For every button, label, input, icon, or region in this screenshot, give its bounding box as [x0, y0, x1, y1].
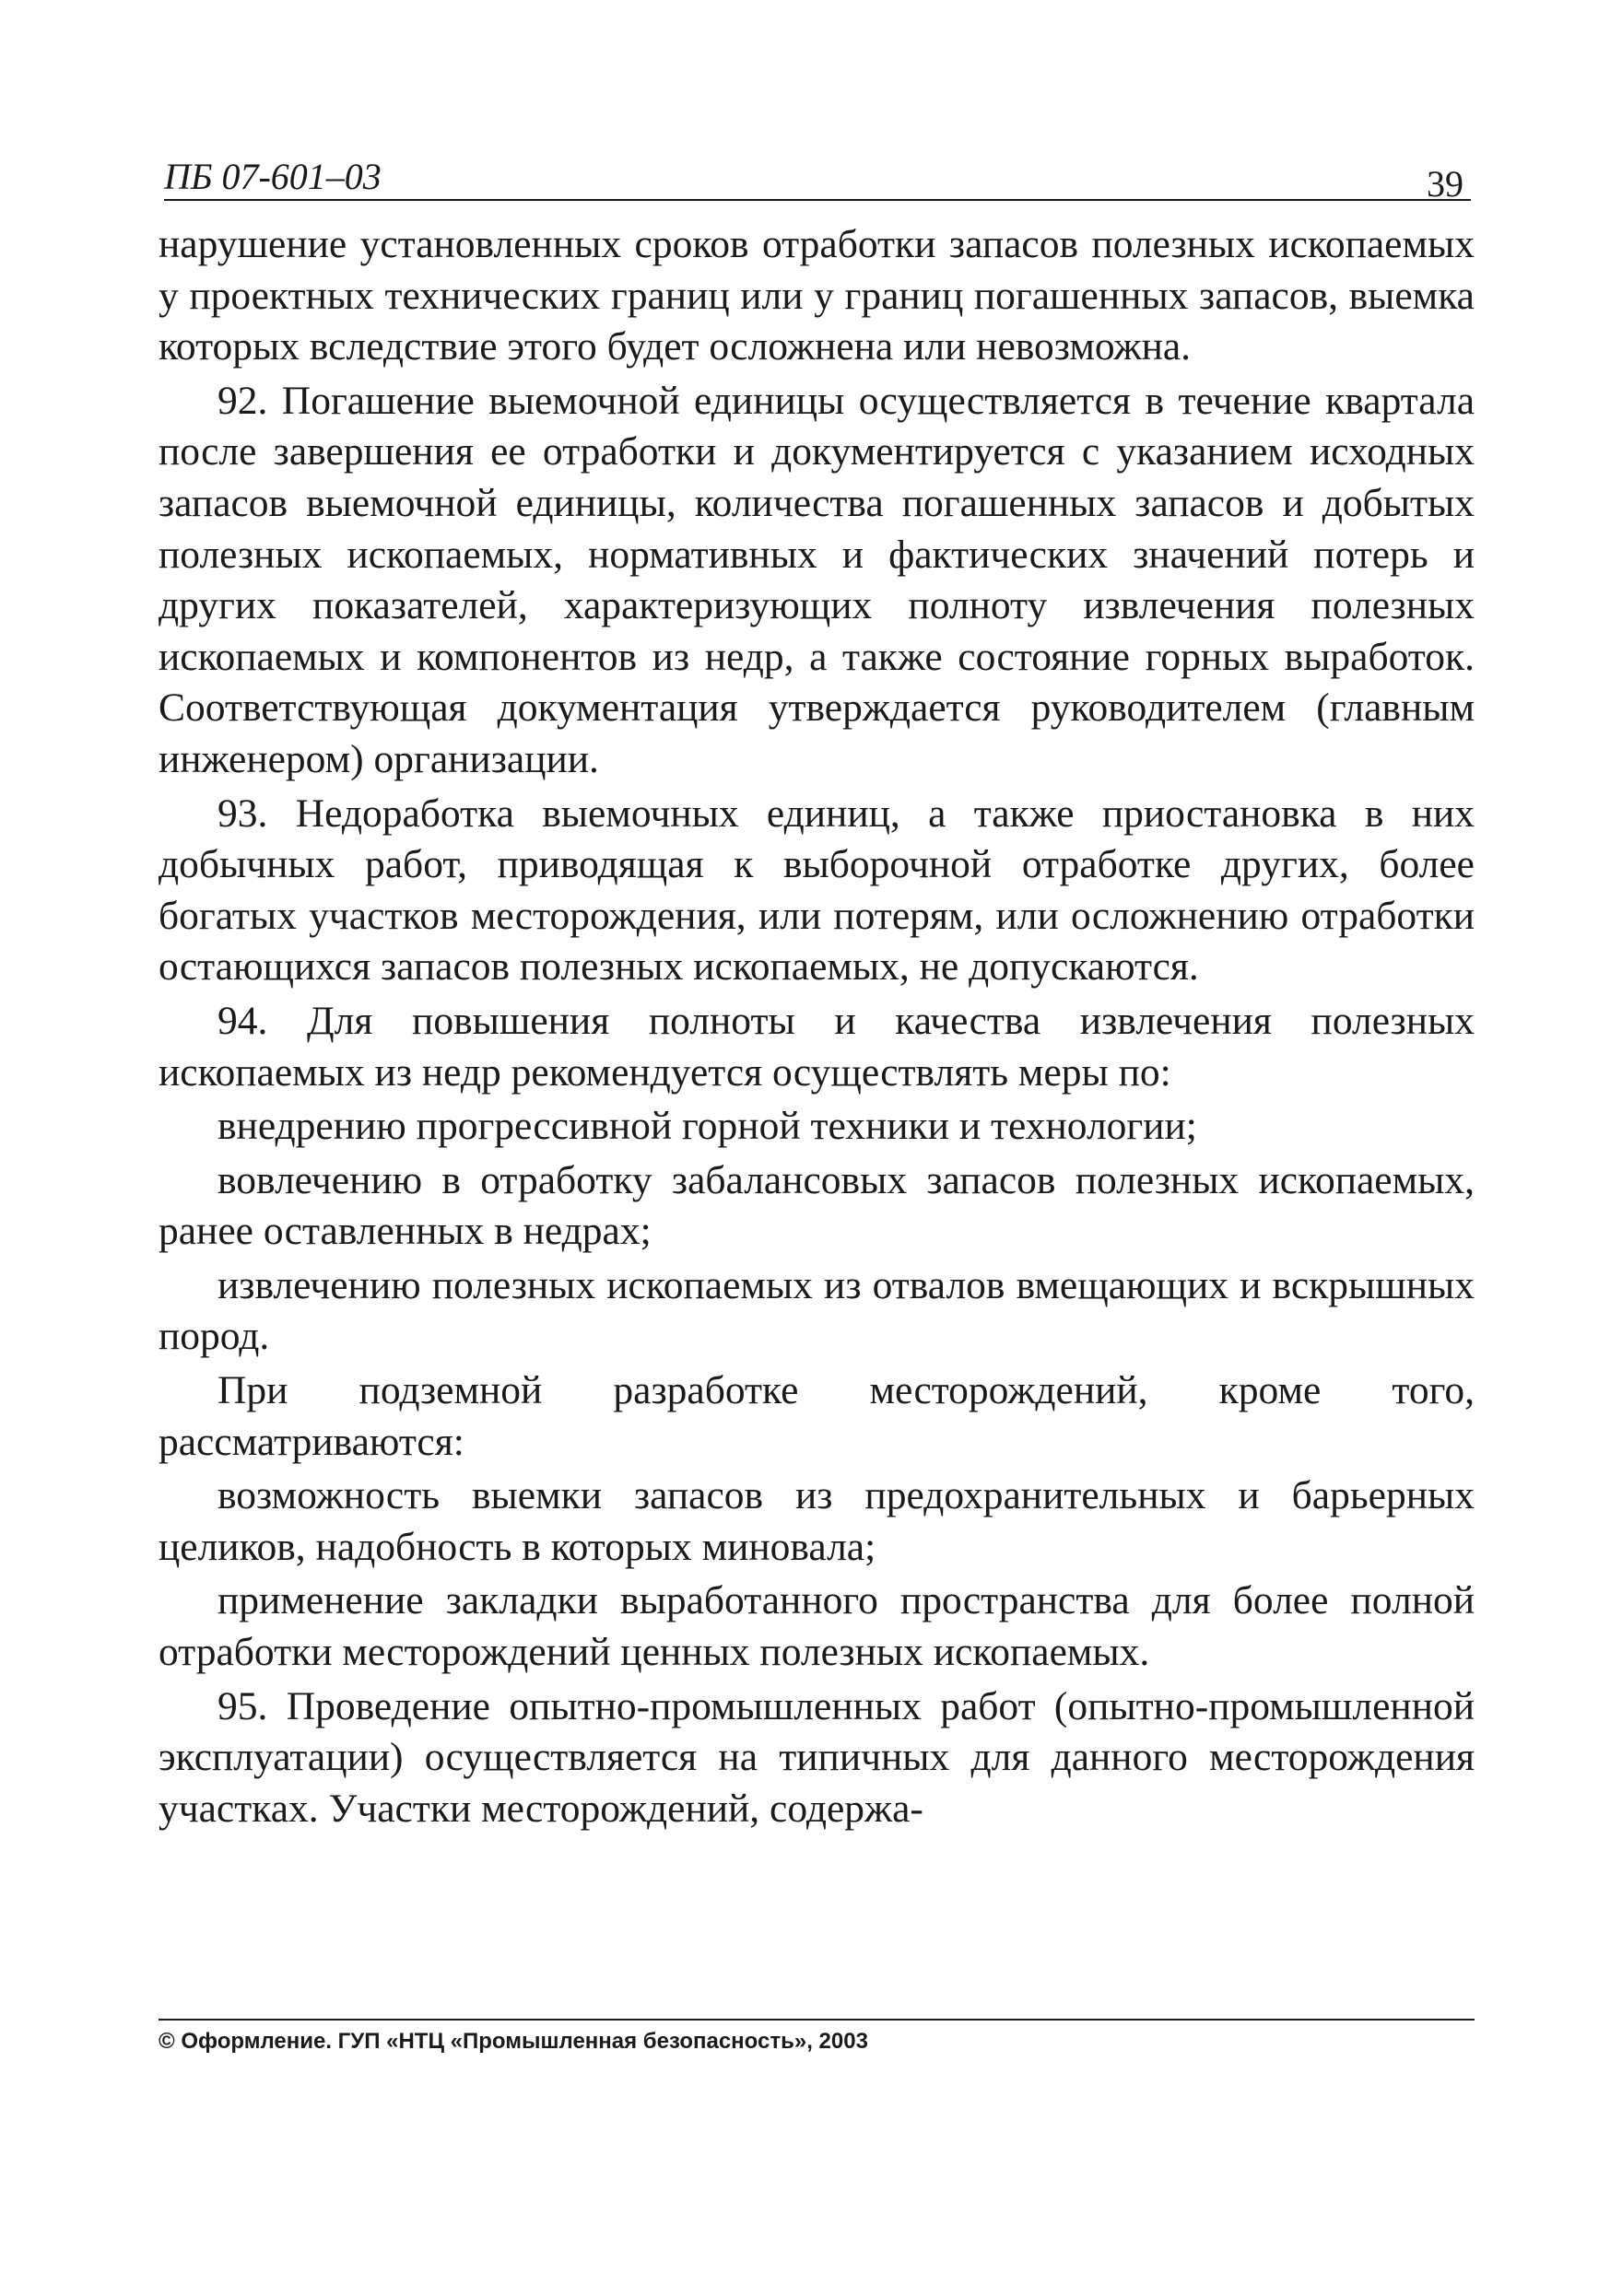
footer-copyright: © Оформление. ГУП «НТЦ «Промышленная безопасность», 2003: [159, 2029, 868, 2054]
paragraph-95: 95. Проведение опытно-промышленных работ (опытно-промышленной эксплуатации) осуществляется на типичных для данного месторождения участках. Участки месторождений, содержа-: [159, 1683, 1475, 1831]
body-text: [159, 219, 1475, 1837]
header-rule: [164, 199, 1471, 201]
list-item-pillars: возможность выемки запасов из предохранительных и барьерных целиков, надобность в которых миновала;: [159, 1473, 1475, 1569]
paragraph-92: 92. Погашение выемочной единицы осуществляется в течение квартала после завершения ее отработки и документируется с указанием исходных запасов выемочной единицы, количества погашенных запасов и добытых полезных ископаемых, нормативных и фактических значений потерь и других показателей, характеризующих полноту извлечения полезных ископаемых и компонентов из недр, а также состояние горных выработок. Соответствующая документация утверждается руководителем (главным инженером) организации.: [159, 378, 1475, 781]
page-number: 39: [1427, 163, 1463, 205]
paragraph-continuation: нарушение установленных сроков отработки запасов полезных ископаемых у проектных технических границ или у границ погашенных запасов, выемка которых вследствие этого будет осложнена или невозможна.: [159, 222, 1475, 369]
list-item-dumps-extraction: извлечению полезных ископаемых из отвалов вмещающих и вскрышных пород.: [159, 1262, 1475, 1359]
paragraph-93: 93. Недоработка выемочных единиц, а также приостановка в них добычных работ, приводящая к выборочной отработке других, более богатых участков месторождения, или потерям, или осложнению отработки остающихся запасов полезных ископаемых, не допускаются.: [159, 791, 1475, 990]
list-item-backfill: применение закладки выработанного пространства для более полной отработки месторождений ценных полезных ископаемых.: [159, 1578, 1475, 1675]
list-item-off-balance-reserves: вовлечению в отработку забалансовых запасов полезных ископаемых, ранее оставленных в недрах;: [159, 1157, 1475, 1254]
page-header: [164, 138, 1471, 205]
paragraph-94: 94. Для повышения полноты и качества извлечения полезных ископаемых из недр рекомендуется осуществлять меры по:: [159, 998, 1475, 1095]
footer-rule: [159, 2019, 1475, 2021]
paragraph-underground-mining: При подземной разработке месторождений, кроме того, рассматриваются:: [159, 1368, 1475, 1464]
document-code: ПБ 07-601–03: [164, 156, 382, 197]
list-item-technology: внедрению прогрессивной горной техники и технологии;: [217, 1104, 1197, 1149]
